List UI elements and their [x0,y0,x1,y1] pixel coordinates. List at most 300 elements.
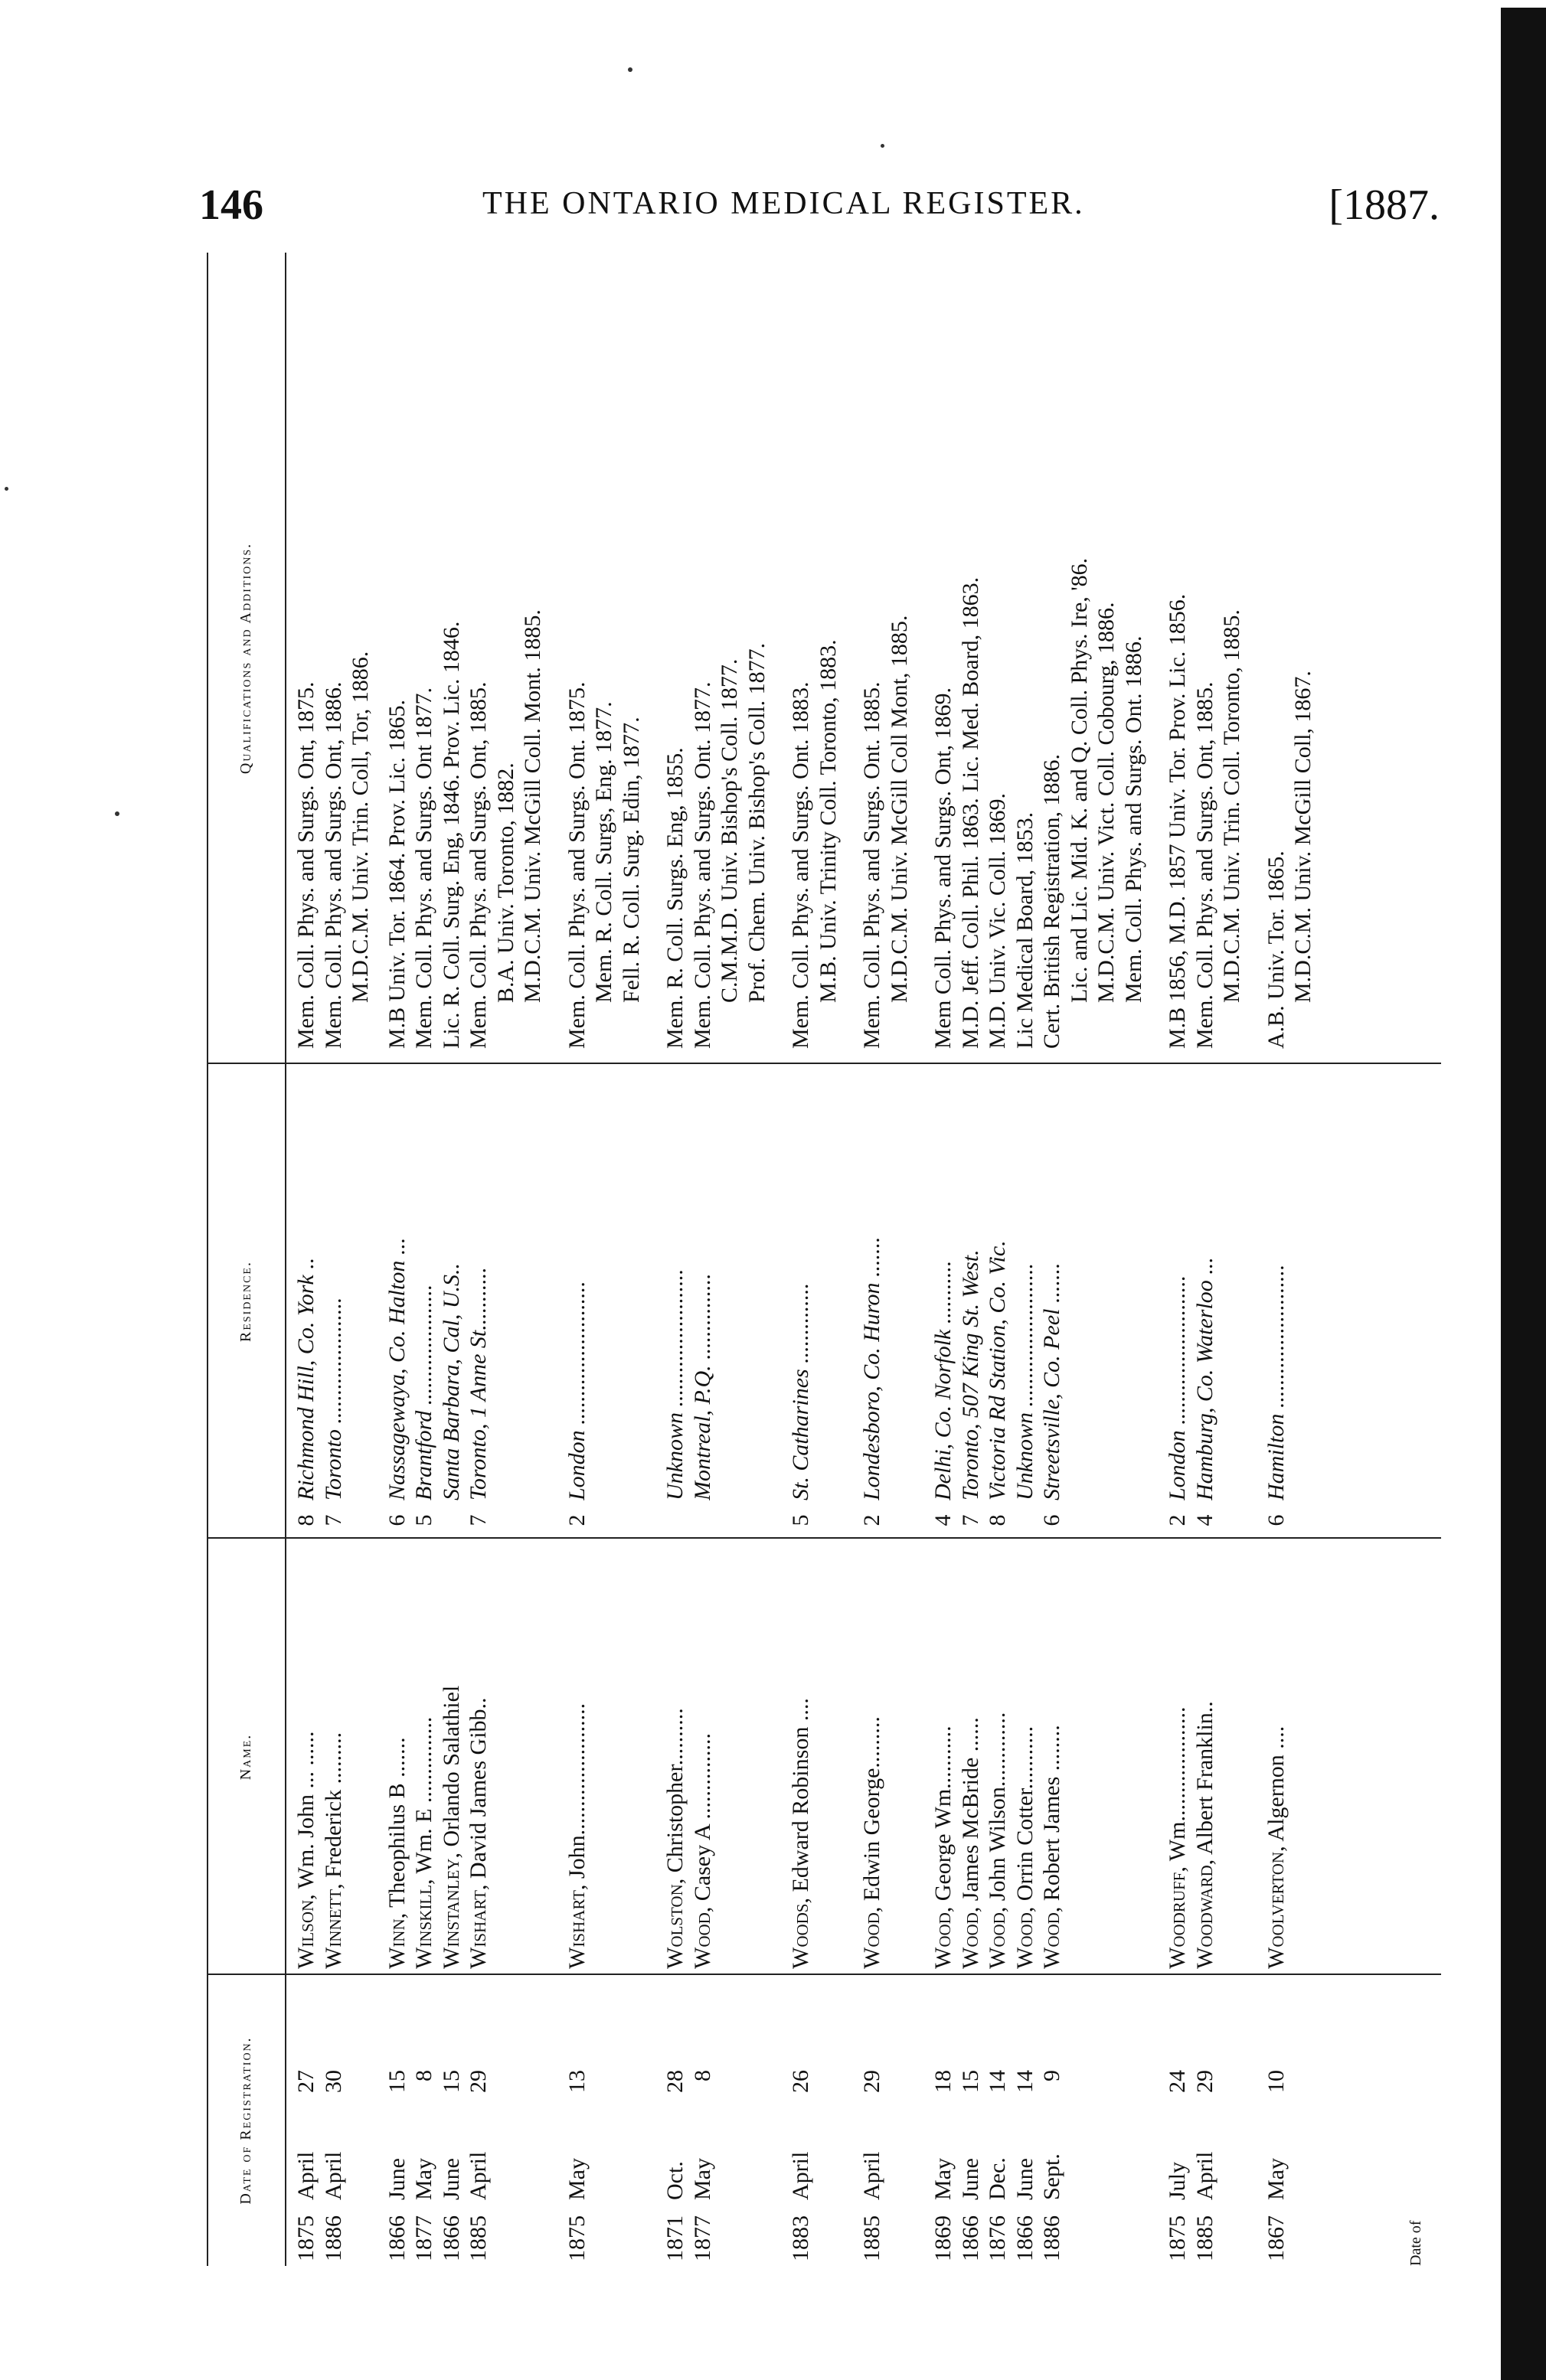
scan-speck [115,811,119,816]
registration-date [519,2032,547,2261]
qualification: C.M.M.D. Univ. Bishop's Coll. 1877. [717,658,742,1003]
qualification: M.B 1856, M.D. 1857 Univ. Tor. Prov. Lic. 1856. [1165,593,1190,1049]
qualification: M.D.C.M. Univ. McGill Coll. Mont. 1885. [520,609,545,1003]
division-number: 5 [411,1514,436,1526]
date-year: 1875 [1165,2215,1190,2261]
division-number [1289,1508,1317,1533]
physician-name [1038,1540,1066,1969]
column-header-qualifications: Qualifications and Additions. [237,542,255,775]
table-row [957,253,985,2266]
surname: Wood, [689,1906,715,1969]
residence: Richmond Hill, Co. York .. [293,1257,319,1500]
division-number [716,1508,744,1533]
qualification: Fell. R. Coll. Surg. Edin, 1877. [618,717,644,1003]
division-number: 6 [1039,1514,1064,1526]
registration-date [689,2032,717,2261]
column-header-date: Date of Registration. [237,2036,255,2205]
surname: Woolverton, [1263,1846,1289,1969]
register-table [207,253,1441,2266]
date-day: 15 [438,2070,464,2093]
division-number: 7 [466,1514,491,1526]
surname: Wolston, [662,1878,688,1969]
date-day: 26 [788,2070,813,2093]
registration-date [815,2032,842,2261]
division-number: 7 [320,1514,346,1526]
registration-date [1164,2032,1191,2261]
registration-date [438,2032,466,2261]
date-month: April [320,2151,346,2200]
date-month: June [957,2158,983,2200]
date-day: 14 [985,2070,1010,2093]
registration-date [384,2032,411,2261]
date-day: 10 [1263,2070,1289,2093]
physician-name [815,1540,842,1969]
registration-date [564,2032,591,2261]
registration-date [618,2032,646,2261]
residence: Unknown ........................ [662,1268,688,1500]
table-row [815,253,842,2266]
table-row [1263,253,1290,2266]
table-row [347,253,374,2266]
physician-name [787,1540,815,1969]
physician-name [293,1540,320,1969]
table-row [984,253,1012,2266]
scan-edge-shadow [1501,8,1546,2380]
division-number [590,1508,618,1533]
date-day: 13 [564,2070,590,2093]
division-number [1066,1508,1093,1533]
date-month: June [1012,2158,1038,2200]
surname: Winnett, [320,1883,346,1969]
qualification: M.B. Univ. Trinity Coll. Toronto, 1883. [815,639,841,1003]
qualification: Lic. and Lic. Mid. K. and Q. Coll. Phys. Ire, '86. [1066,557,1092,1003]
surname: Woods, [788,1898,813,1969]
table-row [689,253,717,2266]
physician-name [1164,1540,1191,1969]
residence: Streetsville, Co. Peel ....... [1039,1262,1064,1500]
residence: Nassagewaya, Co. Halton ... [384,1237,410,1500]
given-names: Casey A ............... [689,1733,715,1907]
surname: Wilson, [293,1894,319,1969]
residence [492,1072,520,1500]
division-number: 2 [564,1514,590,1526]
date-year: 1871 [662,2215,688,2261]
residence [1066,1072,1093,1500]
table-row [787,253,815,2266]
date-day: 29 [466,2070,491,2093]
surname: Wood, [930,1906,956,1969]
qualification: Mem. Coll. Phys. and Surgs. Ont, 1886. [320,681,346,1049]
physician-name [716,1540,744,1969]
date-year: 1875 [564,2215,590,2261]
physician-name [1263,1540,1290,1969]
registration-date [716,2032,744,2261]
surname: Wood, [859,1906,884,1969]
residence: Toronto ...................... [320,1297,346,1500]
physician-name [347,1540,374,1969]
registration-date [465,2032,492,2261]
date-year: 1883 [788,2215,813,2261]
date-month: Sept. [1039,2153,1064,2200]
surname: Winn, [384,1912,410,1969]
registration-date [984,2032,1012,2261]
date-day: 15 [384,2070,410,2093]
surname: Woodruff, [1165,1866,1190,1969]
given-names: Wm. John ... ...... [293,1731,319,1895]
physician-name [519,1540,547,1969]
division-number: 8 [985,1514,1010,1526]
physician-name [564,1540,591,1969]
registration-date [410,2032,438,2261]
date-day: 9 [1039,2070,1064,2081]
table-row [410,253,438,2266]
division-number [744,1508,771,1533]
registration-date [347,2032,374,2261]
table-row [1218,253,1246,2266]
registration-date [957,2032,985,2261]
division-number: 5 [788,1514,813,1526]
division-number [519,1508,547,1533]
residence [1218,1072,1246,1500]
division-number: 2 [1165,1514,1190,1526]
qualification: M.D. Univ. Vic. Coll. 1869. [985,792,1010,1049]
physician-name [465,1540,492,1969]
division-number [618,1508,646,1533]
registration-date [858,2032,886,2261]
date-month: May [689,2158,715,2200]
date-day: 27 [293,2070,319,2093]
table-row [438,253,466,2266]
table-row [744,253,771,2266]
table-row [564,253,591,2266]
surname: Wishart, [564,1884,590,1969]
surname: Wood, [985,1906,1010,1969]
table-row [465,253,492,2266]
qualification: Mem. Coll. Phys. and Surgs. Ont. 1885. [859,681,884,1049]
physician-name [1289,1540,1317,1969]
given-names: Wm. E ............... [411,1716,436,1879]
table-row [886,253,914,2266]
date-month: May [1263,2158,1289,2200]
register-table-frame [207,253,1440,2266]
qualification: M.D.C.M. Univ. Trin. Coll. Toronto, 1885. [1219,609,1244,1003]
residence [590,1072,618,1500]
registration-date [1093,2032,1120,2261]
residence: Santa Barbara, Cal, U.S.. [438,1262,464,1500]
physician-name [1218,1540,1246,1969]
date-day: 30 [320,2070,346,2093]
physician-name [410,1540,438,1969]
table-row [716,253,744,2266]
given-names: David James Gibb.. [466,1697,491,1885]
division-number: 8 [293,1514,319,1526]
registration-date [1263,2032,1290,2261]
qualification: M.D.C.M. Univ. McGill Coll, 1867. [1290,671,1316,1003]
given-names: John....................... [564,1703,590,1885]
surname: Wood, [957,1906,983,1969]
qualification: Prof. Chem. Univ. Bishop's Coll. 1877. [744,642,770,1003]
table-row [618,253,646,2266]
residence: Hamburg, Co. Waterloo ... [1191,1257,1218,1500]
date-day: 24 [1165,2070,1190,2093]
date-year: 1886 [1039,2215,1064,2261]
qualification: Mem. R. Coll. Surgs. Eng, 1855. [662,747,688,1049]
registration-date [492,2032,520,2261]
residence [815,1072,842,1500]
division-number: 2 [859,1514,884,1526]
registration-date [787,2032,815,2261]
running-title: THE ONTARIO MEDICAL REGISTER. [482,186,1085,221]
residence [716,1072,744,1500]
physician-name [984,1540,1012,1969]
registration-date [293,2032,320,2261]
table-row [1038,253,1066,2266]
scan-speck [5,487,8,491]
qualification: Mem. Coll. Phys. and Surgs. Ont, 1885. [466,681,491,1049]
table-row [1164,253,1191,2266]
physician-name [930,1540,957,1969]
footer-column-stub: Date of [1407,2220,1424,2266]
residence: London ......................... [564,1281,590,1500]
date-month: April [1191,2151,1218,2200]
residence: Londesboro, Co. Huron ....... [859,1236,884,1500]
residence [519,1072,547,1500]
table-row [492,253,520,2266]
division-number [689,1508,717,1533]
given-names: Theophilus B ....... [384,1737,410,1913]
qualification: B.A. Univ. Toronto, 1882. [492,762,518,1003]
residence: Toronto, 507 King St. West. [957,1249,983,1500]
surname: Winskill, [411,1879,436,1969]
column-header-residence: Residence. [237,1261,255,1343]
table-row [293,253,320,2266]
qualification: Mem. Coll. Phys. and Surgs. Ont. 1875. [564,681,590,1049]
division-number [1120,1508,1148,1533]
given-names: James McBride ...... [957,1717,983,1907]
registration-date [1289,2032,1317,2261]
date-year: 1877 [689,2215,715,2261]
page-number: 146 [199,181,263,229]
division-number [492,1508,520,1533]
physician-name [492,1540,520,1969]
physician-name [590,1540,618,1969]
residence: Brantford ..................... [411,1284,436,1500]
physician-name [858,1540,886,1969]
date-month: June [438,2158,464,2200]
qualification: Mem. Coll. Phys. and Surgs. Ont, 1875. [293,681,319,1049]
table-row [930,253,957,2266]
registration-date [930,2032,957,2261]
date-day: 8 [411,2070,436,2081]
residence [744,1072,771,1500]
physician-name [320,1540,348,1969]
division-number [662,1508,689,1533]
qualification: Mem Coll. Phys. and Surgs. Ont, 1869. [930,687,956,1049]
date-year: 1886 [320,2215,346,2261]
date-day: 8 [689,2070,715,2081]
surname: Wood, [1012,1906,1038,1969]
physician-name [957,1540,985,1969]
date-month: May [930,2158,956,2200]
residence [1093,1072,1120,1500]
table-row [1093,253,1120,2266]
date-year: 1866 [957,2215,983,2261]
given-names: George Wm........... [930,1725,956,1907]
residence: London .......................... [1165,1275,1190,1500]
table-row [590,253,618,2266]
qualification: Mem. Coll. Phys. and Surgs. Ont, 1885. [1191,681,1218,1049]
date-month: April [859,2151,884,2200]
physician-name [438,1540,466,1969]
qualification: Mem. Coll. Phys. and Surgs. Ont. 1886. [1120,635,1146,1003]
division-number [1093,1508,1120,1533]
qualification: Mem. Coll. Phys. and Surgs. Ont 1877. [411,687,436,1049]
qualification: Lic. R. Coll. Surg. Eng, 1846. Prov. Lic. 1846. [438,621,464,1049]
qualification: M.B Univ. Tor. 1864. Prov. Lic. 1865. [384,700,410,1049]
given-names: Wm.................... [1165,1706,1190,1867]
physician-name [384,1540,411,1969]
given-names: Robert James ........ [1039,1725,1064,1907]
division-number [438,1508,466,1533]
given-names: Algernon .... [1263,1725,1289,1846]
residence [618,1072,646,1500]
qualification: Cert. British Registration, 1886. [1039,754,1064,1049]
residence: Montreal, P.Q. ............... [689,1273,715,1500]
date-year: 1885 [466,2215,491,2261]
date-month: April [788,2151,813,2200]
date-year: 1866 [1012,2215,1038,2261]
table-row [1191,253,1219,2266]
table-row [1012,253,1039,2266]
division-number: 6 [1263,1514,1289,1526]
qualification: Mem. Coll. Phys. and Surgs. Ont. 1877. [689,681,715,1049]
date-year: 1877 [411,2215,436,2261]
registration-date [1191,2032,1219,2261]
division-number: 6 [384,1514,410,1526]
date-day: 29 [859,2070,884,2093]
physician-name [689,1540,717,1969]
qualification: Lic Medical Board, 1853. [1012,811,1038,1049]
registration-date [886,2032,914,2261]
registration-date [1218,2032,1246,2261]
division-number [815,1508,842,1533]
given-names: Orlando Salathiel [438,1685,464,1853]
physician-name [1012,1540,1039,1969]
date-year: 1866 [384,2215,410,2261]
registration-date [1038,2032,1066,2261]
date-month: May [411,2158,436,2200]
qualification: M.D.C.M. Univ. Vict. Coll. Cobourg, 1886. [1093,602,1119,1003]
residence [1289,1072,1317,1500]
residence: Delhi, Co. Norfolk ........... [930,1260,956,1500]
given-names: Albert Franklin.. [1191,1701,1218,1859]
registration-date [662,2032,689,2261]
date-year: 1866 [438,2215,464,2261]
given-names: Orrin Cotter........... [1012,1725,1038,1907]
surname: Wishart, [466,1884,491,1969]
given-names: John Wilson............. [985,1712,1010,1907]
registration-date [590,2032,618,2261]
registration-date [1066,2032,1093,2261]
division-number: 4 [930,1514,956,1526]
date-year: 1885 [859,2215,884,2261]
qualification: M.D.C.M. Univ. Trin. Coll, Tor, 1886. [348,651,373,1003]
date-year: 1869 [930,2215,956,2261]
residence [886,1072,914,1500]
residence [1120,1072,1148,1500]
division-number [1012,1508,1039,1533]
qualification: A.B. Univ. Tor. 1865. [1263,850,1289,1049]
table-row [1289,253,1317,2266]
date-day: 15 [957,2070,983,2093]
table-row [519,253,547,2266]
date-month: Oct. [662,2161,688,2200]
residence: St. Catharines .............. [788,1282,813,1500]
qualification: M.D.C.M. Univ. McGill Coll Mont, 1885. [886,615,912,1003]
division-number: 7 [957,1514,983,1526]
physician-name [662,1540,689,1969]
surname: Wood, [1039,1906,1064,1969]
date-day: 28 [662,2070,688,2093]
residence: Victoria Rd Station, Co. Vic. [985,1240,1010,1500]
residence: Unknown ......................... [1012,1263,1038,1500]
registration-date [744,2032,771,2261]
date-month: Dec. [985,2157,1010,2200]
date-year: 1867 [1263,2215,1289,2261]
table-row [1120,253,1148,2266]
scan-speck [881,144,884,148]
date-month: May [564,2158,590,2200]
date-month: July [1165,2161,1190,2200]
registration-date [320,2032,348,2261]
physician-name [886,1540,914,1969]
date-year: 1876 [985,2215,1010,2261]
table-row [384,253,411,2266]
registration-date [1120,2032,1148,2261]
division-number: 4 [1191,1514,1218,1526]
scan-speck [628,67,632,72]
date-day: 14 [1012,2070,1038,2093]
header-rule [285,253,286,2266]
date-month: June [384,2158,410,2200]
given-names: Edwin George......... [859,1716,884,1907]
given-names: Frederick ......... [320,1732,346,1884]
date-month: April [466,2151,491,2200]
division-number [886,1508,914,1533]
qualification: M.D. Jeff. Coll. Phil. 1863. Lic. Med. Board, 1863. [957,576,983,1049]
date-year: 1885 [1191,2215,1218,2261]
physician-name [744,1540,771,1969]
table-row [320,253,348,2266]
date-day: 29 [1191,2070,1218,2093]
surname: Winstanley, [438,1853,464,1969]
physician-name [1093,1540,1120,1969]
physician-name [1120,1540,1148,1969]
qualification: Mem. Coll. Phys. and Surgs. Ont. 1883. [788,681,813,1049]
date-day: 18 [930,2070,956,2093]
surname: Woodward, [1191,1859,1218,1969]
residence: Toronto, 1 Anne St........... [466,1267,491,1500]
residence [347,1072,374,1500]
given-names: Edward Robinson .... [788,1698,813,1898]
physician-name [1066,1540,1093,1969]
physician-name [1191,1540,1219,1969]
column-header-name: Name. [237,1733,255,1781]
table-row [1066,253,1093,2266]
table-row [662,253,689,2266]
table-row [858,253,886,2266]
division-number [1218,1508,1246,1533]
